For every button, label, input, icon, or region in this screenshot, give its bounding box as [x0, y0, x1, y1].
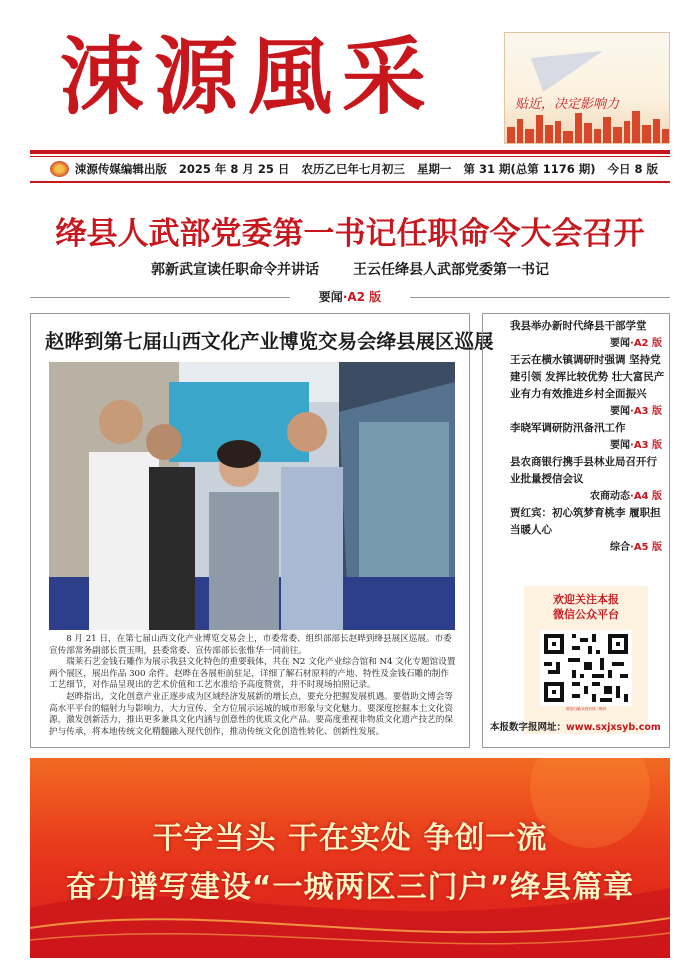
issue-date: 2025 年 8 月 25 日 — [178, 162, 290, 176]
article-body — [49, 634, 457, 738]
lead-subhead: 郭新武宣读任职命令并讲话 — [151, 262, 319, 278]
qr-caption: 微信扫描/长按识别二维码 — [566, 707, 606, 711]
banner-slogan-line: 干字当头 干在实处 争创一流 — [152, 821, 548, 856]
lead-subheads — [30, 259, 670, 279]
section-label: 农商动态 — [590, 491, 631, 502]
article-paragraph: 8 月 21 日，在第七届山西文化产业博览交易会上，市委常委、组织部部长赵晔到绛县展区巡展。市委宣传部常务副部长贾玉明，县委常委、宣传部部长张惟华一同前往。 — [49, 634, 452, 656]
url-label: 本报数字报网址： — [490, 722, 567, 733]
list-item[interactable] — [486, 505, 666, 556]
section-label: 要闻 — [318, 290, 343, 304]
masthead-title: 涑源風采 — [60, 27, 437, 126]
article-photo — [49, 362, 455, 630]
qr-code-icon[interactable] — [540, 630, 632, 706]
issue-number: 第 31 期(总第 1176 期) — [463, 162, 596, 176]
list-item[interactable] — [486, 318, 666, 352]
publisher: 涑源传媒编辑出版 — [74, 162, 167, 176]
list-item[interactable] — [486, 420, 666, 454]
article-title[interactable]: 赵晔到第七届山西文化产业博览交易会绛县展区巡展 — [45, 330, 494, 353]
page-ref: ·A3 版 — [630, 440, 662, 451]
lunar-date: 农历乙巳年七月初三 — [301, 162, 405, 176]
masthead-ad[interactable] — [504, 32, 670, 144]
article-paragraph: 瑞莱石艺金钱石雕作为展示我县文化特色的重要载体，共在 N2 文化产业综合馆和 N4 文化专题馆设置两个展区，展出作品 300 余件。赵晔在各展柜前驻足，详细了解石材原料的产地、特性及金钱石雕的制作工艺细节，对作品呈现出的艺术价值和工艺水准给予高度赞赏，并不时现场拍照记录。 — [49, 657, 456, 691]
slogan-banner — [30, 758, 670, 958]
city-skyline-icon — [505, 109, 669, 143]
section-label: 要闻 — [610, 406, 631, 417]
info-bar-rule — [30, 181, 670, 183]
qr-title-line: 欢迎关注本报 — [553, 593, 619, 606]
page-ref: ·A4 版 — [630, 491, 662, 502]
item-title: 王云在横水镇调研时强调 坚持党建引领 发挥比较优势 壮大富民产业有力有效推进乡村全面振兴 — [510, 354, 665, 400]
section-label: 要闻 — [610, 440, 631, 451]
masthead-rule — [30, 150, 670, 154]
qr-title-line: 微信公众平台 — [553, 608, 619, 621]
publisher-logo-icon — [50, 161, 69, 177]
sidebar-list — [486, 318, 666, 556]
lead-subhead: 王云任绛县人武部党委第一书记 — [353, 262, 549, 278]
lead-section-ref[interactable] — [30, 288, 670, 306]
list-item[interactable] — [486, 454, 666, 505]
section-label: 综合 — [610, 542, 631, 553]
item-title: 李晓军调研防汛备汛工作 — [510, 422, 626, 434]
qr-title — [524, 592, 648, 622]
paper-plane-icon — [531, 34, 609, 92]
info-bar — [30, 158, 670, 180]
item-title: 贾红宾：初心筑梦育桃李 履职担当暖人心 — [510, 507, 661, 536]
list-item[interactable] — [486, 352, 666, 420]
masthead-rule-thin — [30, 156, 670, 157]
page-ref: ·A2 版 — [630, 338, 662, 349]
section-label: 要闻 — [610, 338, 631, 349]
item-title: 县农商银行携手县林业局召开行业批量授信会议 — [510, 456, 657, 485]
digital-edition-url[interactable] — [490, 719, 666, 733]
ad-slogan: 贴近，决定影响力 — [515, 97, 620, 112]
weekday: 星期一 — [416, 162, 452, 176]
lead-headline[interactable]: 绛县人武部党委第一书记任职命令大会召开 — [55, 216, 645, 252]
banner-slogan-line: 奋力谱写建设“一城两区三门户”绛县篇章 — [65, 870, 635, 905]
page-ref: ·A5 版 — [630, 542, 662, 553]
article-paragraph: 赵晔指出，文化创意产业正逐步成为区域经济发展新的增长点，要充分把握发展机遇。要借助文博会等高水平平台的辐射力与影响力，大力宣传、全方位展示运城的城市形象与文化魅力。要深度挖掘本土文化资源，激发创新活力，推出更多兼具文化内涵与创意性的优质文化产品。要高度重视非物质文化遗产技艺的保护与传承，将本地传统文化精髓融入现代创作，推动传统文化创造性转化、创新性发展。 — [49, 691, 453, 737]
banner-decoration-icon — [30, 758, 670, 958]
url-link[interactable]: www.sxjxsyb.com — [566, 722, 661, 733]
item-title: 我县举办新时代绛县干部学堂 — [510, 320, 647, 332]
page-ref: ·A3 版 — [630, 406, 662, 417]
page-count: 今日 8 版 — [607, 162, 658, 176]
page-ref: ·A2 版 — [342, 290, 382, 304]
